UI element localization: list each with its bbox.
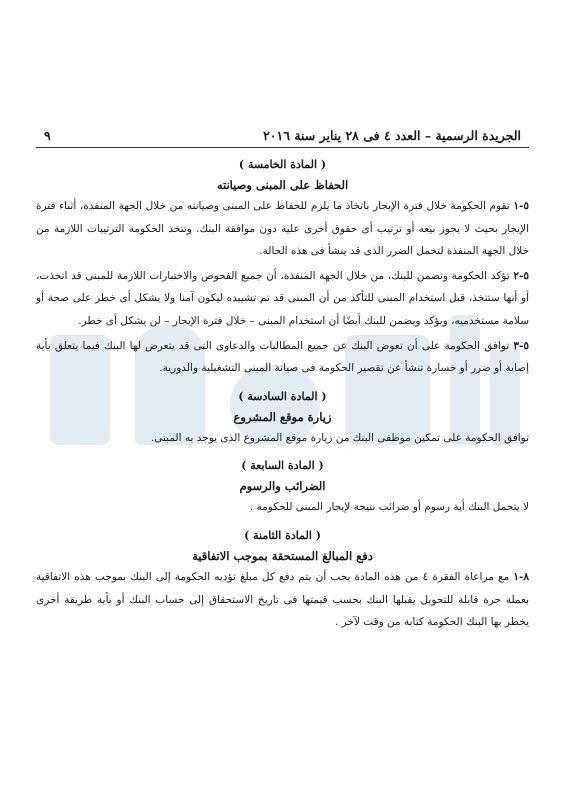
document-page [36,128,529,634]
clause-paragraph [36,566,529,634]
page-header [36,128,529,148]
article-subheading: الضرائب والرسوم [239,479,326,494]
journal-title: الجريدة الرسمية – العدد ٤ فى ٢٨ يناير سنة ٢٠١٦ [263,128,521,143]
clause-paragraph [36,427,529,450]
article-heading: ( المادة الثامنة ) [244,528,321,542]
clause-paragraph [36,195,529,263]
clause-number: ٥-٢ [513,269,529,282]
article-subheading: زيارة موقع المشروع [233,409,332,424]
clause-number: ٥-١ [513,200,529,212]
clause-text: تقوم الحكومة خلال فترة الإيجار باتخاذ ما يلزم للحفاظ على المبنى وصيانته من خلال الجهة المنفذة، أثناء فترة الإيجار بحيث لا يجوز بيعه أو ترتيب أى حقوق أخرى عليه دون موافقة البنك. وتتخذ الحكومة الترتيبات اللازمة من خلال الجهة المنفذة لتحمل الضرر الذى قد ينشأ فى هذه الحالة. [36,200,529,258]
clause-text: تؤكد الحكومة وتضمن للبنك، من خلال الجهة المنفذة، أن جميع الفحوص والاختبارات اللازمة للمبنى قد اتخذت، أو أنها ستتخذ، قبل استخدام المبنى للتأكد من أن المبنى قد تم تشييده ليكون آمنا ولا يشكل أى خطر على صحة أو سلامة مستخدميه، ويؤكد ويضمن للبنك أيضًا أن استخدام المبنى – خلال فترة الإيجار – لن يشكل أى خطر. [36,269,529,327]
clause-number: ٥-٣ [513,339,529,352]
clause-text: توافق الحكومة على أن تعوض البنك عن جميع المطالبات والدعاوى التى قد يتعرض لها البنك فيما يتعلق بأية إصابة أو ضرر أو خسارة تنشأ عن تقصير الحكومة فى صيانة المبنى التشغيلية والدورية. [36,339,529,375]
clause-paragraph [36,335,529,380]
article-heading: ( المادة السادسة ) [238,389,327,403]
article-subheading: الحفاظ على المبنى وصيانته [216,178,349,192]
article-subheading: دفع المبالغ المستحقة بموجب الاتفاقية [192,548,373,563]
clause-number: ٨-١ [513,570,530,583]
page-number: ٩ [44,128,51,143]
article-heading: ( المادة السابعة ) [241,459,324,473]
article-heading: ( المادة الخامسة ) [238,158,327,171]
clause-text: مع مراعاة الفقرة ٤ من هذه المادة يجب أن يتم دفع كل مبلغ تؤديه الحكومة إلى البنك بموجب هذه الاتفاقية بعملة حرة قابلة للتحويل يقبلها البنك بحسب قيمتها فى تاريخ الاستحقاق إلى حساب البنك أو بأية طريقة أخرى يخطر بها البنك الحكومة كتابة من وقت لآخر . [36,570,529,629]
clause-text: توافق الحكومة على تمكين موظفى البنك من زيارة موقع المشروع الذى يوجد به المبنى. [150,431,529,444]
clause-text: لا يتحمل البنك أية رسوم أو ضرائب نتيجة لإيجار المبنى للحكومة . [249,501,529,514]
clause-paragraph [36,265,529,333]
clause-paragraph [36,496,529,519]
